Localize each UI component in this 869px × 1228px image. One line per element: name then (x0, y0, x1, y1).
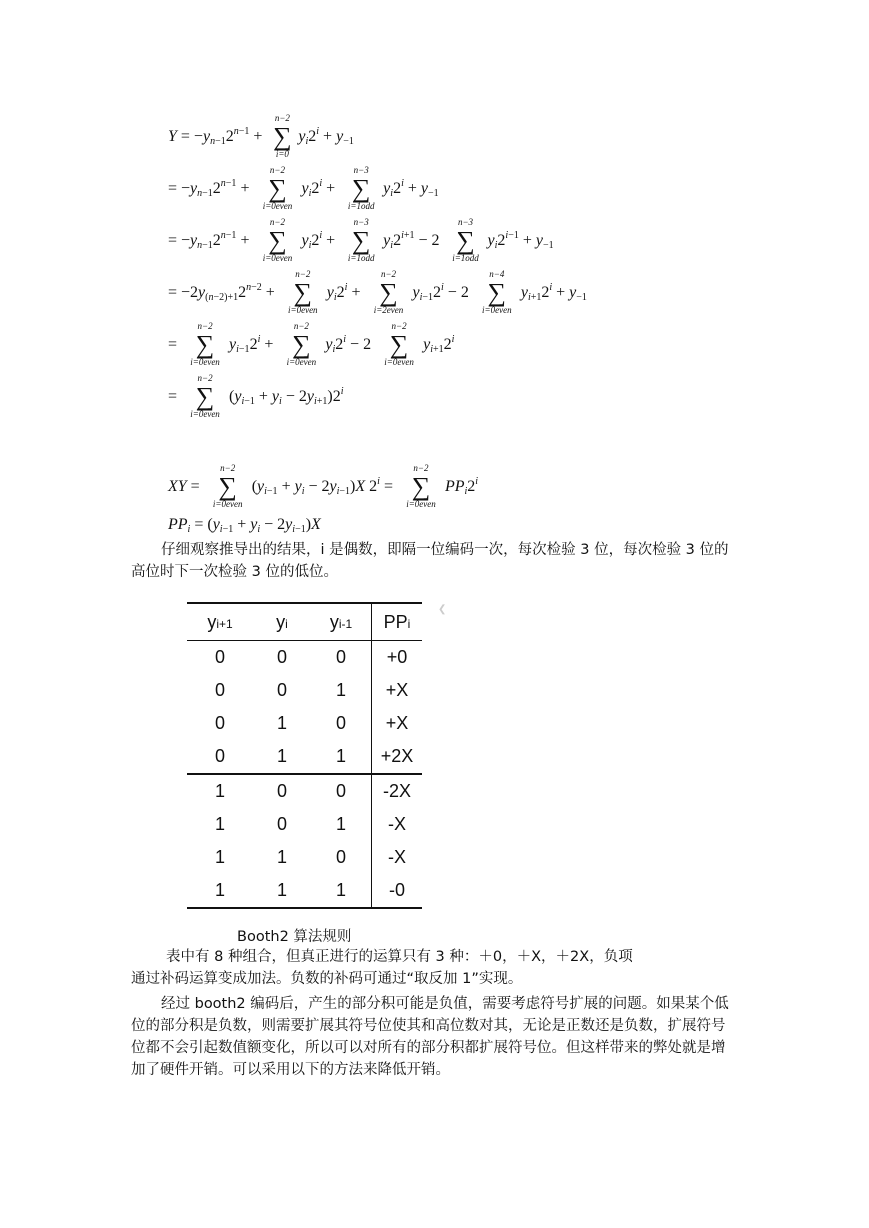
paragraph-observation: 仔细观察推导出的结果，i 是偶数，即隔一位编码一次，每次检验 3 位，每次检验 3 位的高位时下一次检验 3 位的低位。 (131, 542, 729, 580)
header-pp-i: PPi (372, 603, 423, 641)
decorative-mark: ❮ (438, 604, 447, 615)
paragraph-sign-extension: 经过 booth2 编码后，产生的部分积可能是负值，需要考虑符号扩展的问题。如果某个低位的部分积是负数，则需要扩展其符号位使其和高位数对其，无论是正数还是负数，扩展符号位都不会引起数值额变化，所以可以对所有的部分积都扩展符号位。但这样带来的弊处就是增加了硬件开销。可以采用以下的方法来降低开销。 (131, 996, 729, 1078)
header-y-i-minus-1: yi-1 (311, 603, 372, 641)
table-header-row (187, 603, 422, 641)
table-row: 1 0 1 -X (187, 808, 422, 841)
table-caption: Booth2 算法规则 (237, 929, 352, 945)
table-row: 0 1 0 +X (187, 707, 422, 740)
header-y-i-plus-1: yi+1 (187, 603, 253, 641)
table-row: 0 0 0 +0 (187, 641, 422, 675)
table-row: 1 1 0 -X (187, 841, 422, 874)
table-row: 0 0 1 +X (187, 674, 422, 707)
header-y-i: yi (253, 603, 311, 641)
booth2-table (187, 602, 422, 909)
table-row: 1 0 0 -2X (187, 774, 422, 808)
table-row: 0 1 1 +2X (187, 740, 422, 774)
table-row: 1 1 1 -0 (187, 874, 422, 908)
paragraph-combinations-b: 通过补码运算变成加法。负数的补码可通过“取反加 1”实现。 (131, 971, 523, 987)
paragraph-combinations-a: 表中有 8 种组合，但真正进行的运算只有 3 种：＋0，＋X，＋2X，负项 (166, 949, 633, 965)
